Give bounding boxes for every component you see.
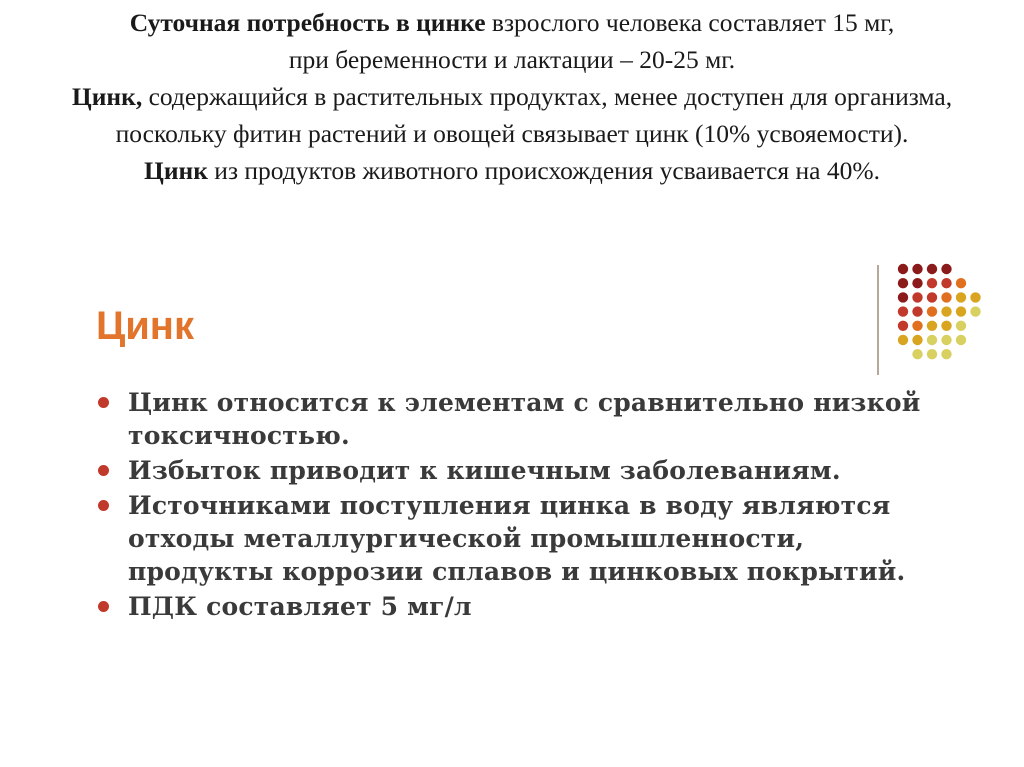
intro-p1-rest: взрослого человека составляет 15 мг, — [485, 8, 895, 37]
intro-paragraph-2 — [20, 78, 1004, 152]
bullet-dot — [98, 601, 109, 612]
decorative-dot — [941, 264, 951, 274]
decorative-dot — [912, 349, 922, 359]
bullet-item — [96, 590, 946, 623]
decorative-dot — [898, 292, 908, 302]
decorative-dot — [927, 306, 937, 316]
decorative-dot — [956, 335, 966, 345]
decorative-dot — [927, 321, 937, 331]
decorative-dot — [956, 292, 966, 302]
bullet-dot — [98, 500, 109, 511]
decorative-dot — [941, 306, 951, 316]
decorative-dot — [941, 349, 951, 359]
decorative-dot — [912, 321, 922, 331]
decorative-dot — [956, 321, 966, 331]
bullet-item — [96, 454, 946, 487]
decorative-dot — [898, 264, 908, 274]
decorative-dot — [970, 292, 980, 302]
decorative-dot — [941, 292, 951, 302]
decorative-dot — [927, 278, 937, 288]
decorative-dot — [927, 335, 937, 345]
decorative-dot — [941, 278, 951, 288]
intro-p3-bold: Цинк — [144, 156, 208, 185]
inner-slide-title: Цинк — [96, 304, 194, 348]
bullet-dot — [98, 465, 109, 476]
decorative-dot — [956, 278, 966, 288]
decorative-dot — [927, 264, 937, 274]
intro-p1-bold: Суточная потребность в цинке — [129, 8, 486, 37]
decorative-dot — [956, 306, 966, 316]
decorative-dot — [927, 349, 937, 359]
decorative-dot — [912, 264, 922, 274]
intro-p1-line2: при беременности и лактации – 20-25 мг. — [288, 45, 736, 74]
bullet-list — [96, 386, 946, 625]
decorative-dot — [941, 335, 951, 345]
bullet-item — [96, 386, 946, 452]
decorative-dot — [912, 292, 922, 302]
bullet-text: Цинк относится к элементам с сравнительно низкой токсичностью. — [128, 388, 921, 450]
decorative-dot — [912, 306, 922, 316]
decorative-dot — [927, 292, 937, 302]
intro-paragraph-1 — [20, 4, 1004, 78]
decorative-dot-grid — [896, 262, 996, 362]
bullet-text: Избыток приводит к кишечным заболеваниям. — [128, 456, 841, 485]
decorative-dot — [898, 278, 908, 288]
decorative-dot — [912, 278, 922, 288]
vertical-divider — [877, 265, 879, 375]
bullet-item — [96, 489, 946, 588]
decorative-dot — [898, 335, 908, 345]
bullet-dot — [98, 397, 109, 408]
intro-p2-rest: содержащийся в растительных продуктах, менее доступен для организма, поскольку фитин растений и овощей связывает цинк (10% усвояемости). — [115, 82, 953, 148]
decorative-dot — [898, 321, 908, 331]
decorative-dot — [941, 321, 951, 331]
decorative-dot — [912, 335, 922, 345]
intro-p2-bold: Цинк, — [71, 82, 143, 111]
bullet-text: Источниками поступления цинка в воду являются отходы металлургической промышленности, продукты коррозии сплавов и цинковых покрытий. — [128, 491, 906, 586]
intro-text — [20, 4, 1004, 189]
decorative-dot — [898, 306, 908, 316]
bullet-text: ПДК составляет 5 мг/л — [128, 592, 472, 621]
intro-p3-rest: из продуктов животного происхождения усваивается на 40%. — [207, 156, 880, 185]
intro-paragraph-3 — [20, 152, 1004, 189]
decorative-dot — [970, 306, 980, 316]
